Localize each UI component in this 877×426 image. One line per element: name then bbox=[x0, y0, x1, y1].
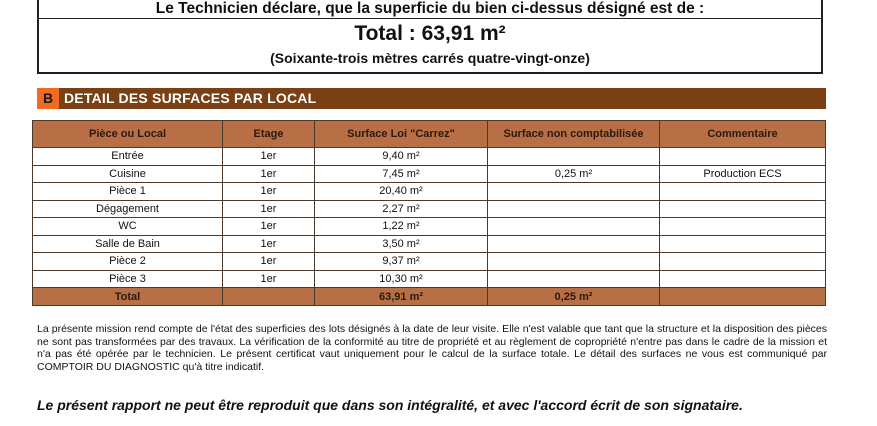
cell-surface-carrez: 9,40 m² bbox=[315, 148, 488, 166]
cell-surface-carrez: 20,40 m² bbox=[315, 183, 488, 201]
cell-etage: 1er bbox=[223, 148, 315, 166]
cell-surface-non-comptabilisee bbox=[488, 253, 660, 271]
cell-etage: 1er bbox=[223, 218, 315, 236]
cell-surface-carrez: 7,45 m² bbox=[315, 165, 488, 183]
cell-surface-non-comptabilisee bbox=[488, 183, 660, 201]
section-letter: B bbox=[37, 88, 59, 109]
header-surface-carrez: Surface Loi "Carrez" bbox=[315, 121, 488, 148]
cell-surface-carrez: 9,37 m² bbox=[315, 253, 488, 271]
cell-piece: Pièce 3 bbox=[33, 270, 223, 288]
cell-etage: 1er bbox=[223, 183, 315, 201]
cell-piece: Pièce 1 bbox=[33, 183, 223, 201]
cell-commentaire: Production ECS bbox=[660, 165, 826, 183]
cell-piece: Entrée bbox=[33, 148, 223, 166]
table-total-row bbox=[33, 288, 826, 306]
cell-piece: Pièce 2 bbox=[33, 253, 223, 271]
cell-etage: 1er bbox=[223, 270, 315, 288]
table-header-row bbox=[33, 121, 826, 148]
total-etage bbox=[223, 288, 315, 306]
cell-surface-non-comptabilisee bbox=[488, 148, 660, 166]
declaration-divider bbox=[39, 18, 821, 19]
section-header bbox=[37, 88, 826, 109]
cell-surface-carrez: 1,22 m² bbox=[315, 218, 488, 236]
cell-commentaire bbox=[660, 253, 826, 271]
cell-piece: Salle de Bain bbox=[33, 235, 223, 253]
table-row bbox=[33, 270, 826, 288]
table-row bbox=[33, 235, 826, 253]
declaration-intro: Le Technicien déclare, que la superficie du bien ci-dessus désigné est de : bbox=[155, 0, 705, 17]
cell-piece: Cuisine bbox=[33, 165, 223, 183]
total-surface-carrez: 63,91 m² bbox=[315, 288, 488, 306]
cell-surface-non-comptabilisee bbox=[488, 270, 660, 288]
total-label: Total bbox=[33, 288, 223, 306]
table-row bbox=[33, 253, 826, 271]
total-surface-non-comptabilisee: 0,25 m² bbox=[488, 288, 660, 306]
total-surface: Total : 63,91 m² bbox=[354, 22, 506, 45]
cell-surface-carrez: 10,30 m² bbox=[315, 270, 488, 288]
cell-commentaire bbox=[660, 148, 826, 166]
header-surface-non-comptabilisee: Surface non comptabilisée bbox=[488, 121, 660, 148]
cell-surface-carrez: 3,50 m² bbox=[315, 235, 488, 253]
surface-declaration-box bbox=[37, 0, 823, 74]
table-row bbox=[33, 218, 826, 236]
header-piece: Pièce ou Local bbox=[33, 121, 223, 148]
header-commentaire: Commentaire bbox=[660, 121, 826, 148]
cell-surface-non-comptabilisee bbox=[488, 218, 660, 236]
cell-surface-non-comptabilisee: 0,25 m² bbox=[488, 165, 660, 183]
cell-etage: 1er bbox=[223, 235, 315, 253]
disclaimer-text: La présente mission rend compte de l'état des superficies des lots désignés à la date de leur visite. Elle n'est valable que tant que la structure et la disposition des pièces ne sont pas transformées par des travaux. La vérification de la conformité au titre de propriété et au règlement de copropriété n'entre pas dans le cadre de la mission et n'a pas été opérée par le technicien. Le présent certificat vaut uniquement pour le calcul de la surface totale. Le détail des surfaces ne vous est communiqué par COMPTOIR DU DIAGNOSTIC qu'à titre indicatif. bbox=[37, 323, 827, 373]
cell-piece: Dégagement bbox=[33, 200, 223, 218]
cell-commentaire bbox=[660, 270, 826, 288]
cell-surface-non-comptabilisee bbox=[488, 235, 660, 253]
header-etage: Etage bbox=[223, 121, 315, 148]
total-surface-in-words: (Soixante-trois mètres carrés quatre-vingt-onze) bbox=[270, 50, 590, 66]
cell-surface-carrez: 2,27 m² bbox=[315, 200, 488, 218]
table-row bbox=[33, 183, 826, 201]
total-commentaire bbox=[660, 288, 826, 306]
cell-piece: WC bbox=[33, 218, 223, 236]
table-body bbox=[33, 148, 826, 288]
section-title: DETAIL DES SURFACES PAR LOCAL bbox=[64, 90, 317, 106]
cell-commentaire bbox=[660, 235, 826, 253]
cell-surface-non-comptabilisee bbox=[488, 200, 660, 218]
table-row bbox=[33, 165, 826, 183]
table-row bbox=[33, 200, 826, 218]
cell-etage: 1er bbox=[223, 253, 315, 271]
cell-commentaire bbox=[660, 218, 826, 236]
cell-etage: 1er bbox=[223, 200, 315, 218]
surface-table bbox=[32, 120, 826, 306]
table-row bbox=[33, 148, 826, 166]
cell-commentaire bbox=[660, 183, 826, 201]
cell-etage: 1er bbox=[223, 165, 315, 183]
cell-commentaire bbox=[660, 200, 826, 218]
reproduction-notice: Le présent rapport ne peut être reproduit que dans son intégralité, et avec l'accord écrit de son signataire. bbox=[37, 397, 743, 413]
